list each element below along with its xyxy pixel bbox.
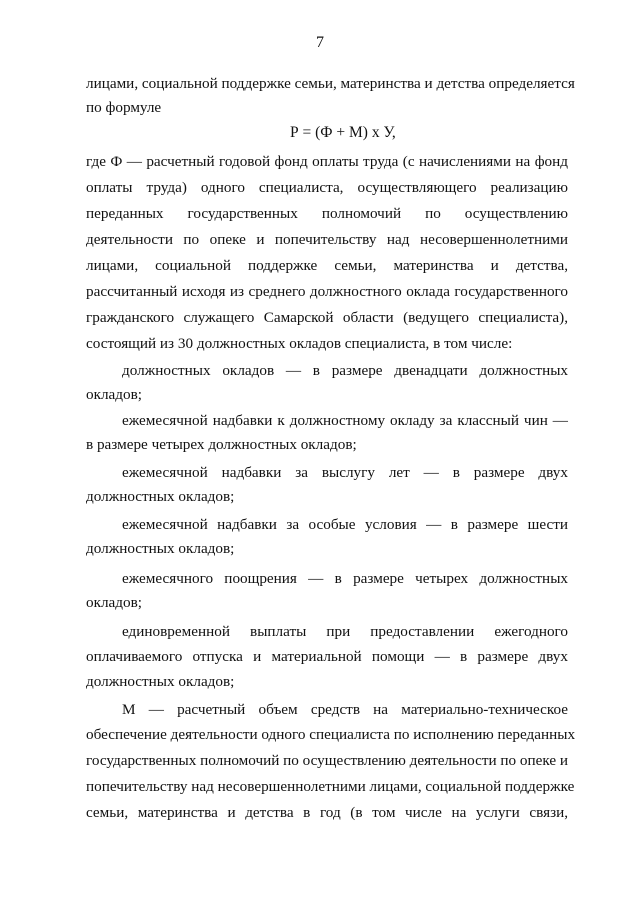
text-line: окладов; <box>86 386 143 403</box>
text-line: в размере четырех должностных окладов; <box>86 436 357 453</box>
formula: Р = (Ф + М) х У, <box>290 124 396 141</box>
text-line: ежемесячной надбавки к должностному окладу за классный чин — <box>122 412 568 429</box>
text-line: попечительству над несовершеннолетними лицами, социальной поддержке <box>86 778 575 795</box>
text-line: где Ф — расчетный годовой фонд оплаты труда (с начислениями на фонд <box>86 153 568 170</box>
text-line: ежемесячной надбавки за особые условия — в размере шести <box>122 516 568 533</box>
text-line: по формуле <box>86 99 162 116</box>
text-line: обеспечение деятельности одного специалиста по исполнению переданных <box>86 726 576 743</box>
text-line: М — расчетный объем средств на материально-техническое <box>122 701 568 718</box>
text-line: должностных окладов; <box>86 673 235 690</box>
text-line: ежемесячной надбавки за выслугу лет — в размере двух <box>122 464 568 481</box>
text-line: должностных окладов; <box>86 540 235 557</box>
text-line: окладов; <box>86 594 143 611</box>
text-line: оплачиваемого отпуска и материальной помощи — в размере двух <box>86 648 568 665</box>
text-line: гражданского служащего Самарской области (ведущего специалиста), <box>86 309 568 326</box>
text-line: деятельности по опеке и попечительству над несовершеннолетними <box>86 231 568 248</box>
text-line: переданных государственных полномочий по осуществлению <box>86 205 568 222</box>
text-line: лицами, социальной поддержке семьи, материнства и детства, <box>86 257 568 274</box>
text-line: должностных окладов — в размере двенадцати должностных <box>122 362 568 379</box>
text-line: рассчитанный исходя из среднего должностного оклада государственного <box>86 283 568 300</box>
text-line: ежемесячного поощрения — в размере четырех должностных <box>122 570 568 587</box>
text-line: семьи, материнства и детства в год (в том числе на услуги связи, <box>86 804 568 821</box>
text-line: единовременной выплаты при предоставлении ежегодного <box>122 623 568 640</box>
text-line: должностных окладов; <box>86 488 235 505</box>
text-line: государственных полномочий по осуществлению деятельности по опеке и <box>86 752 569 769</box>
page-number: 7 <box>316 34 324 51</box>
text-line: состоящий из 30 должностных окладов специалиста, в том числе: <box>86 335 513 352</box>
text-line: лицами, социальной поддержке семьи, материнства и детства определяется <box>86 75 575 92</box>
text-line: оплаты труда) одного специалиста, осуществляющего реализацию <box>86 179 568 196</box>
